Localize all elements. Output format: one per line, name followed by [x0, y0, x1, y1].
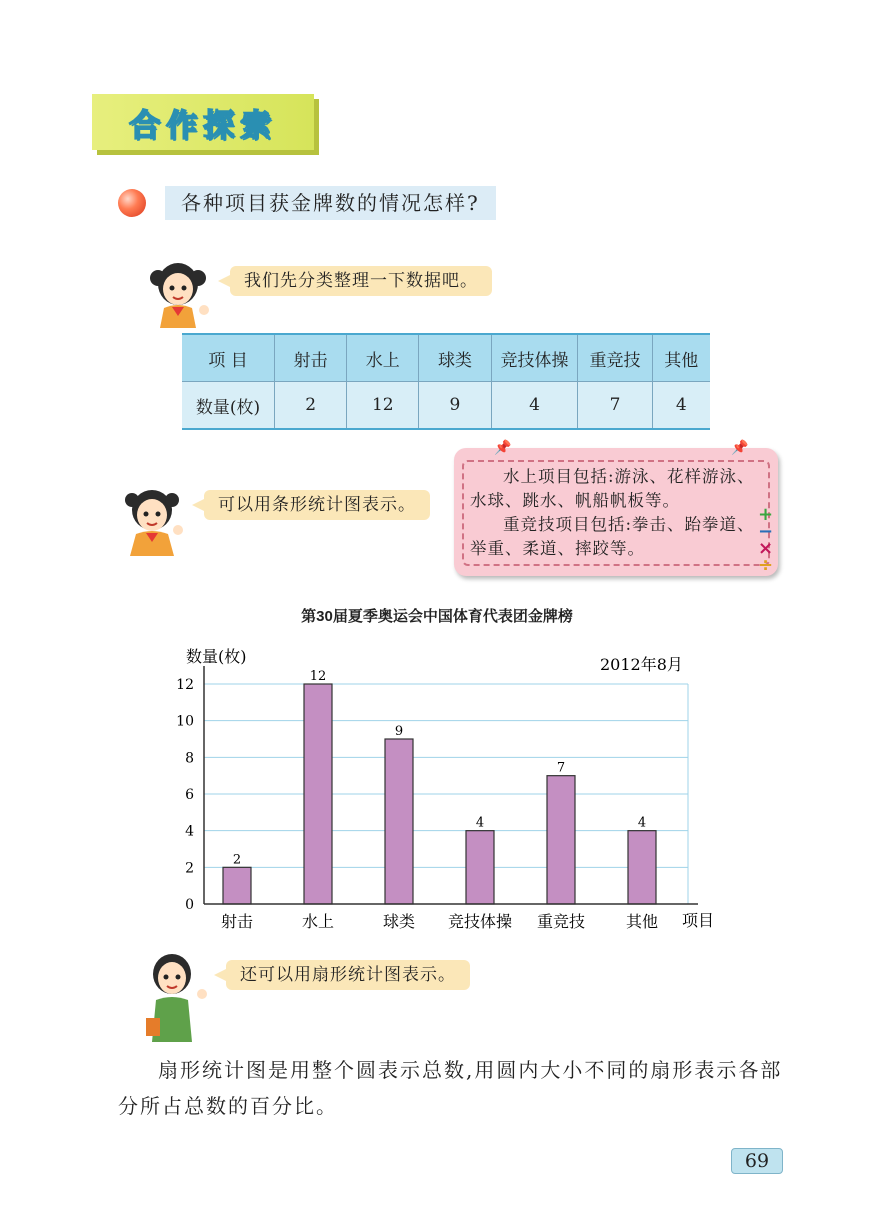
bar: [547, 776, 575, 904]
bar-value-label: 9: [394, 724, 404, 739]
info-note-text: [462, 460, 770, 566]
x-tick-label: 射击: [220, 912, 254, 931]
x-tick-label: 重竞技: [536, 912, 586, 931]
table-header-row: [182, 334, 710, 382]
minus-icon: −: [758, 521, 774, 542]
y-tick-label: 4: [185, 823, 194, 840]
girl-pointing-icon: [120, 486, 186, 556]
table-cell: 2: [275, 382, 347, 430]
bullet-orb-icon: [118, 189, 146, 217]
times-icon: ×: [758, 538, 774, 559]
teacher-character-icon: [140, 950, 212, 1042]
question-heading: 各种项目获金牌数的情况怎样?: [165, 186, 496, 220]
plus-icon: +: [758, 504, 774, 525]
bar-chart: [150, 640, 730, 940]
pushpin-icon: 📌: [731, 440, 749, 456]
x-axis-label: 项目: [682, 911, 715, 930]
chart-date-note: 2012年8月: [600, 655, 683, 674]
y-tick-label: 10: [176, 713, 194, 730]
table-header-cell: 射击: [275, 334, 347, 382]
section-title: 合作探索: [129, 107, 277, 144]
y-tick-label: 8: [185, 750, 194, 767]
x-tick-label: 球类: [382, 912, 416, 931]
table-header-cell: 球类: [419, 334, 491, 382]
x-tick-label: 竞技体操: [447, 912, 513, 931]
bar: [466, 831, 494, 904]
bar-value-label: 4: [475, 815, 485, 831]
table-header-cell: 项 目: [182, 334, 275, 382]
y-axis-label: 数量(枚): [186, 647, 247, 666]
bar-value-label: 2: [232, 852, 242, 868]
y-tick-label: 2: [185, 860, 194, 877]
table-cell: 4: [491, 382, 578, 430]
bar-value-label: 12: [309, 669, 327, 684]
divide-icon: ÷: [758, 555, 774, 576]
note-line-water: 水上项目包括:游泳、花样游泳、水球、跳水、帆船帆板等。: [470, 467, 755, 510]
table-header-cell: 重竞技: [578, 334, 652, 382]
table-cell: 7: [578, 382, 652, 430]
body-paragraph: 扇形统计图是用整个圆表示总数,用圆内大小不同的扇形表示各部分所占总数的百分比。: [118, 1058, 783, 1118]
table-header-cell: 竞技体操: [491, 334, 578, 382]
bar: [385, 739, 413, 904]
speech-bubble-2: 可以用条形统计图表示。: [204, 490, 430, 520]
y-tick-label: 0: [185, 897, 194, 913]
speech-bubble-3: 还可以用扇形统计图表示。: [226, 960, 470, 990]
bar: [628, 831, 656, 904]
math-operators-icon: [758, 506, 773, 574]
table-header-cell: 其他: [652, 334, 710, 382]
table-cell: 4: [652, 382, 710, 430]
bar: [304, 684, 332, 904]
table-cell: 12: [347, 382, 419, 430]
speech-bubble-1: 我们先分类整理一下数据吧。: [230, 266, 492, 296]
girl-character-icon: [150, 258, 212, 328]
table-row-label: 数量(枚): [182, 382, 275, 430]
pushpin-icon: 📌: [494, 440, 512, 456]
section-title-banner: [92, 94, 314, 150]
x-tick-label: 其他: [625, 912, 659, 931]
page-number: 69: [731, 1148, 783, 1174]
info-note-card: [454, 448, 778, 576]
table-cell: 9: [419, 382, 491, 430]
y-tick-label: 12: [176, 677, 194, 693]
note-line-heavy: 重竞技项目包括:拳击、跆拳道、举重、柔道、摔跤等。: [470, 515, 755, 558]
table-header-cell: 水上: [347, 334, 419, 382]
bar: [223, 867, 251, 904]
table-row: [182, 382, 710, 430]
x-tick-label: 水上: [301, 912, 335, 931]
bar-value-label: 4: [637, 815, 647, 831]
bar-value-label: 7: [556, 760, 566, 776]
medal-table: [182, 333, 710, 430]
y-tick-label: 6: [185, 787, 194, 803]
chart-title: 第30届夏季奥运会中国体育代表团金牌榜: [301, 608, 573, 625]
